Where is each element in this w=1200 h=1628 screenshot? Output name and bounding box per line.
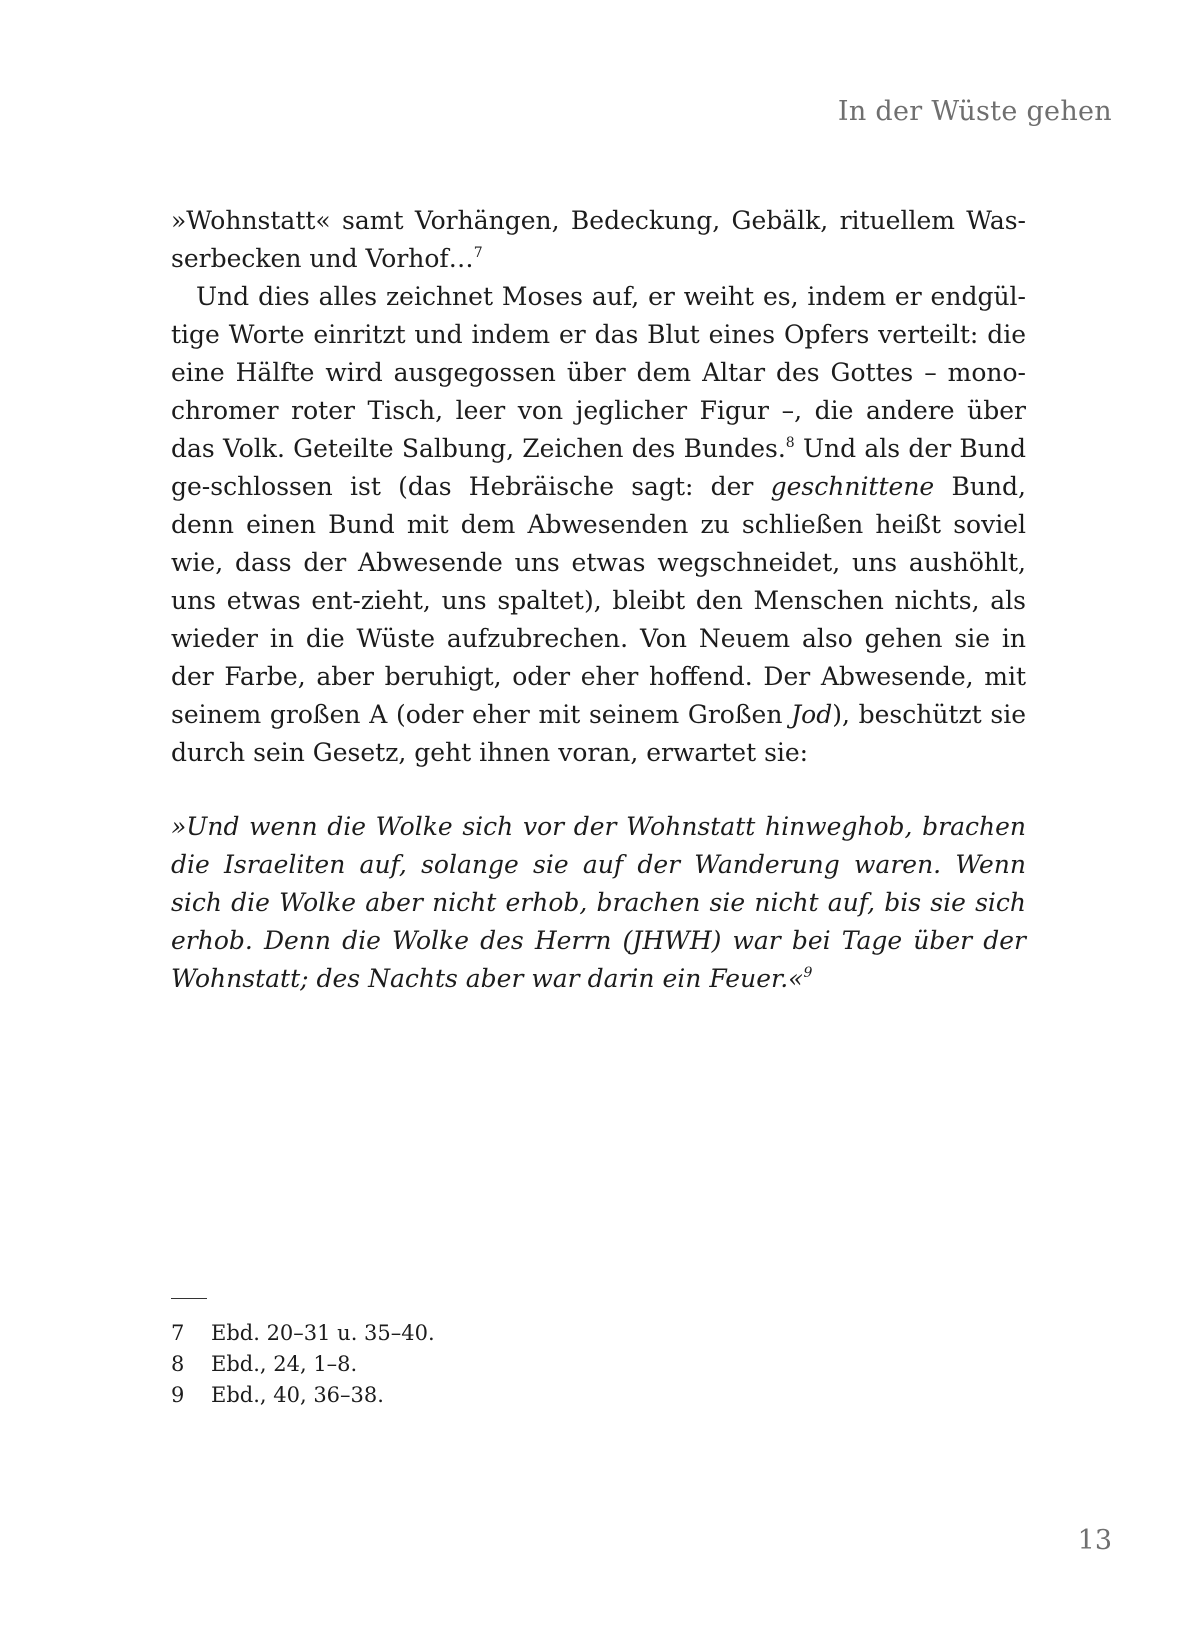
footnote-9 bbox=[171, 1380, 435, 1411]
quote-text: »Und wenn die Wolke sich vor der Wohnstatt hinweghob, brachen die Israeliten auf, solange sie auf der Wanderung waren. Wenn sich die Wolke aber nicht erhob, brachen sie nicht auf, bis sie sich erhob. Denn die Wolke des Herrn (JHWH) war bei Tage über der Wohnstatt; des Nachts aber war darin ein Feuer.« bbox=[171, 812, 1026, 993]
footnote-divider bbox=[171, 1298, 207, 1299]
paragraph-part-2: Und als der Bund ge-schlossen ist (das Hebräische sagt: der bbox=[171, 434, 1026, 501]
emphasis-jod: Jod bbox=[791, 700, 833, 729]
note-ref-7[interactable]: 7 bbox=[473, 245, 483, 261]
page-number: 13 bbox=[1077, 1525, 1112, 1556]
paragraph-part-3: Bund, denn einen Bund mit dem Abwesenden zu schließen heißt soviel wie, dass der Abwesende uns etwas wegschneidet, uns aushöhlt, uns etwas ent-zieht, uns spaltet), bleibt den Menschen nichts, als wieder in die Wüste aufzubrechen. Von Neuem also gehen sie in der Farbe, aber beruhigt, oder eher hoffend. Der Abwesende, mit seinem großen A (oder eher mit seinem Großen bbox=[171, 472, 1026, 729]
footnote-number: 8 bbox=[171, 1352, 185, 1376]
footnote-7 bbox=[171, 1318, 435, 1349]
paragraph-part-1: Und dies alles zeichnet Moses auf, er weiht es, indem er endgül-tige Worte einritzt und indem er das Blut eines Opfers verteilt: die eine Hälfte wird ausgegossen über dem Altar des Gottes – mono-chromer roter Tisch, leer von jeglicher Figur –, die andere über das Volk. Geteilte Salbung, Zeichen des Bundes. bbox=[171, 282, 1026, 463]
body-text bbox=[171, 202, 1026, 772]
footnotes bbox=[171, 1318, 435, 1411]
block-quote bbox=[171, 808, 1026, 998]
main-paragraph bbox=[171, 278, 1026, 772]
note-ref-8[interactable]: 8 bbox=[785, 435, 795, 451]
footnote-number: 7 bbox=[171, 1321, 185, 1345]
running-head: In der Wüste gehen bbox=[837, 96, 1112, 127]
emphasis-geschnittene: geschnittene bbox=[770, 472, 935, 501]
paragraph-part-4: ), beschützt sie durch sein Gesetz, geht ihnen voran, erwartet sie: bbox=[171, 700, 1026, 767]
continuation-text: »Wohnstatt« samt Vorhängen, Bedeckung, Gebälk, rituellem Was-serbecken und Vorhof… bbox=[171, 206, 1026, 273]
note-ref-9[interactable]: 9 bbox=[803, 965, 813, 981]
footnote-text: Ebd., 24, 1–8. bbox=[211, 1352, 358, 1376]
footnote-8 bbox=[171, 1349, 435, 1380]
continuation-paragraph bbox=[171, 202, 1026, 278]
footnote-text: Ebd., 40, 36–38. bbox=[211, 1383, 384, 1407]
footnote-text: Ebd. 20–31 u. 35–40. bbox=[211, 1321, 435, 1345]
footnote-number: 9 bbox=[171, 1383, 185, 1407]
